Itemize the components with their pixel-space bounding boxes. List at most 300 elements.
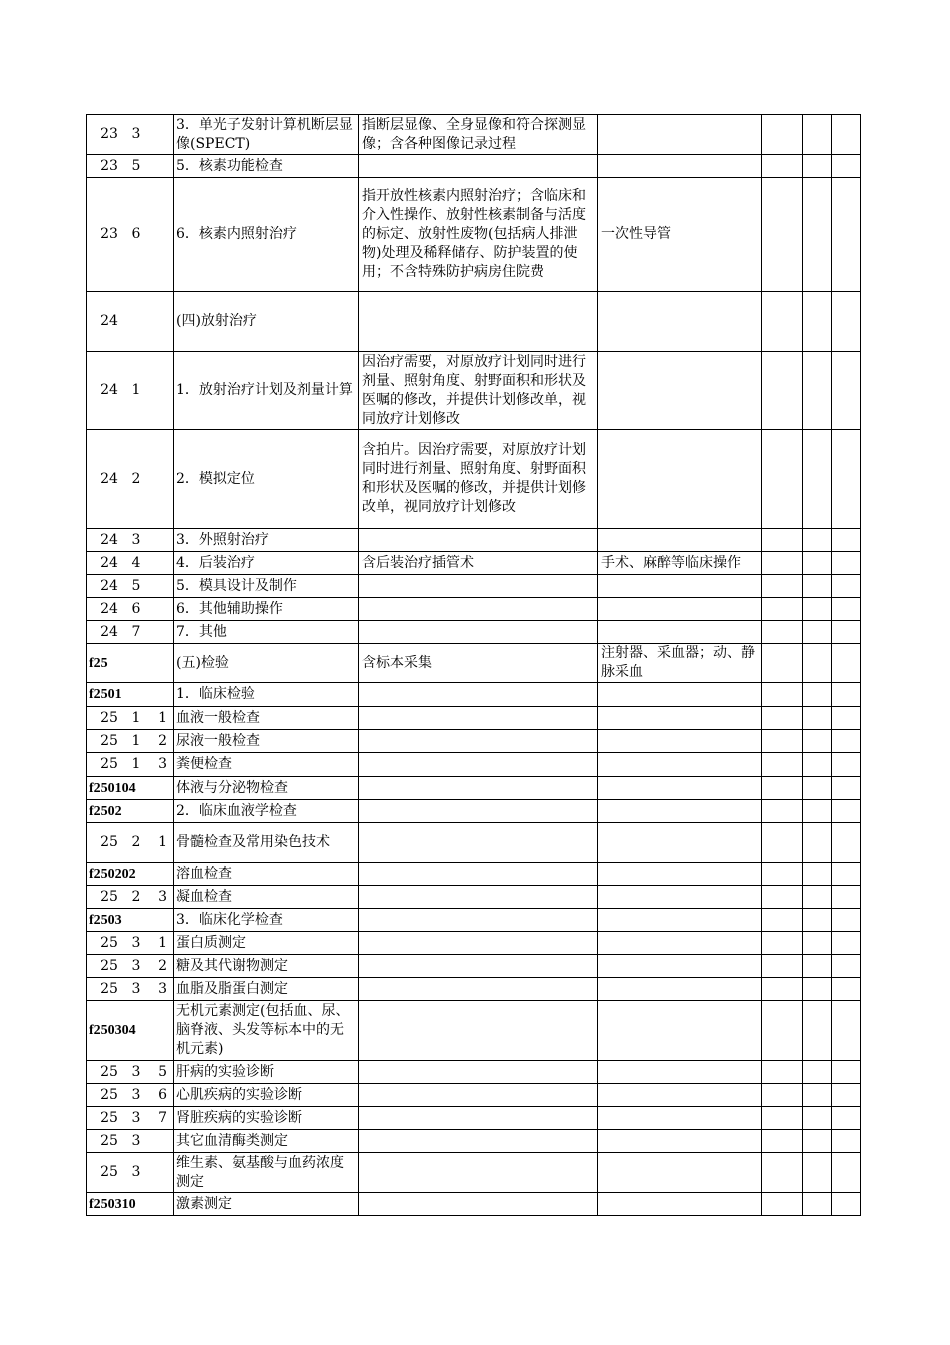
code-part-c2: 3 bbox=[131, 1164, 141, 1180]
table-row bbox=[87, 730, 861, 753]
code-part-c1: 24 bbox=[100, 313, 118, 329]
table-row bbox=[87, 621, 861, 644]
empty-cell bbox=[832, 1001, 861, 1061]
code-part-c1: 24 bbox=[100, 531, 118, 548]
empty-cell bbox=[832, 955, 861, 978]
code-part-c2: 4 bbox=[131, 554, 141, 571]
row-code bbox=[87, 552, 174, 575]
empty-cell bbox=[832, 863, 861, 886]
table-row bbox=[87, 707, 861, 730]
empty-cell bbox=[803, 1001, 832, 1061]
row-code bbox=[87, 1153, 174, 1193]
item-content: 含标本采集 bbox=[359, 644, 598, 683]
excluded-items bbox=[598, 430, 762, 529]
table-row bbox=[87, 1107, 861, 1130]
code-part-c1: 25 bbox=[100, 957, 118, 974]
item-content bbox=[359, 753, 598, 777]
code-part-c2: 2 bbox=[131, 470, 141, 487]
table-row bbox=[87, 683, 861, 707]
code-part-c2: 1 bbox=[131, 709, 141, 726]
item-content bbox=[359, 1107, 598, 1130]
item-name: 3．临床化学检查 bbox=[174, 909, 359, 932]
row-code bbox=[87, 352, 174, 430]
item-content: 含拍片。因治疗需要，对原放疗计划同时进行剂量、照射角度、射野面积和形状及医嘱的修改，并提供计划修改单，视同放疗计划修改 bbox=[359, 430, 598, 529]
code-part-c3: 7 bbox=[158, 1109, 167, 1126]
item-name: 3．外照射治疗 bbox=[174, 529, 359, 552]
empty-cell bbox=[762, 909, 803, 932]
empty-cell bbox=[832, 823, 861, 863]
item-content bbox=[359, 575, 598, 598]
empty-cell bbox=[803, 1130, 832, 1153]
row-code: f250104 bbox=[87, 777, 174, 800]
code-part-c1: 24 bbox=[100, 470, 118, 487]
code-part-c1: 23 bbox=[100, 226, 118, 242]
code-part-c1: 25 bbox=[100, 1109, 118, 1126]
code-part-c1: 25 bbox=[100, 732, 118, 749]
excluded-items: 注射器、采血器；动、静脉采血 bbox=[598, 644, 762, 683]
empty-cell bbox=[762, 730, 803, 753]
code-part-c3: 5 bbox=[158, 1063, 167, 1080]
empty-cell bbox=[803, 644, 832, 683]
empty-cell bbox=[762, 598, 803, 621]
excluded-items bbox=[598, 115, 762, 155]
code-part-c1: 24 bbox=[100, 554, 118, 571]
code-part-c1: 25 bbox=[100, 756, 118, 772]
item-content: 指开放性核素内照射治疗；含临床和介入性操作、放射性核素制备与活度的标定、放射性废物(包括病人排泄物)处理及稀释储存、防护装置的使用；不含特殊防护病房住院费 bbox=[359, 178, 598, 292]
table-row bbox=[87, 753, 861, 777]
item-name: 5．模具设计及制作 bbox=[174, 575, 359, 598]
empty-cell bbox=[762, 644, 803, 683]
item-name: 体液与分泌物检查 bbox=[174, 777, 359, 800]
empty-cell bbox=[762, 178, 803, 292]
empty-cell bbox=[762, 621, 803, 644]
item-name: 5．核素功能检查 bbox=[174, 155, 359, 178]
table-row bbox=[87, 1130, 861, 1153]
excluded-items bbox=[598, 978, 762, 1001]
code-part-c2: 2 bbox=[131, 888, 141, 905]
row-code bbox=[87, 978, 174, 1001]
row-code bbox=[87, 1130, 174, 1153]
row-code bbox=[87, 932, 174, 955]
code-part-c3: 3 bbox=[158, 888, 167, 905]
row-code: f250202 bbox=[87, 863, 174, 886]
row-code bbox=[87, 707, 174, 730]
empty-cell bbox=[832, 155, 861, 178]
code-part-c1: 24 bbox=[100, 577, 118, 594]
item-content: 因治疗需要，对原放疗计划同时进行剂量、照射角度、射野面积和形状及医嘱的修改，并提供计划修改单，视同放疗计划修改 bbox=[359, 352, 598, 430]
excluded-items bbox=[598, 621, 762, 644]
row-code bbox=[87, 598, 174, 621]
excluded-items bbox=[598, 932, 762, 955]
item-name: 粪便检查 bbox=[174, 753, 359, 777]
empty-cell bbox=[803, 529, 832, 552]
empty-cell bbox=[762, 886, 803, 909]
row-code: f2503 bbox=[87, 909, 174, 932]
excluded-items bbox=[598, 753, 762, 777]
excluded-items bbox=[598, 1084, 762, 1107]
item-content bbox=[359, 730, 598, 753]
table-row bbox=[87, 352, 861, 430]
excluded-items: 一次性导管 bbox=[598, 178, 762, 292]
item-name: 骨髓检查及常用染色技术 bbox=[174, 823, 359, 863]
row-code bbox=[87, 529, 174, 552]
row-code bbox=[87, 955, 174, 978]
code-part-c3: 3 bbox=[158, 980, 167, 997]
table-row bbox=[87, 598, 861, 621]
table-row bbox=[87, 292, 861, 352]
table-row bbox=[87, 909, 861, 932]
item-name: 激素测定 bbox=[174, 1193, 359, 1216]
item-content bbox=[359, 292, 598, 352]
empty-cell bbox=[832, 777, 861, 800]
empty-cell bbox=[762, 1193, 803, 1216]
item-content bbox=[359, 1193, 598, 1216]
empty-cell bbox=[832, 1130, 861, 1153]
row-code bbox=[87, 292, 174, 352]
empty-cell bbox=[832, 1107, 861, 1130]
excluded-items bbox=[598, 886, 762, 909]
empty-cell bbox=[832, 352, 861, 430]
item-name: 其它血清酶类测定 bbox=[174, 1130, 359, 1153]
empty-cell bbox=[832, 978, 861, 1001]
excluded-items bbox=[598, 955, 762, 978]
item-name: 血液一般检查 bbox=[174, 707, 359, 730]
empty-cell bbox=[762, 863, 803, 886]
empty-cell bbox=[832, 730, 861, 753]
row-code bbox=[87, 1107, 174, 1130]
table-row bbox=[87, 863, 861, 886]
empty-cell bbox=[832, 598, 861, 621]
table-row bbox=[87, 178, 861, 292]
row-code bbox=[87, 886, 174, 909]
row-code bbox=[87, 1084, 174, 1107]
empty-cell bbox=[832, 529, 861, 552]
empty-cell bbox=[832, 753, 861, 777]
empty-cell bbox=[762, 707, 803, 730]
item-name: 尿液一般检查 bbox=[174, 730, 359, 753]
empty-cell bbox=[762, 529, 803, 552]
empty-cell bbox=[803, 1193, 832, 1216]
empty-cell bbox=[832, 621, 861, 644]
empty-cell bbox=[762, 683, 803, 707]
item-name: 维生素、氨基酸与血药浓度测定 bbox=[174, 1153, 359, 1193]
item-content bbox=[359, 863, 598, 886]
item-name: 溶血检查 bbox=[174, 863, 359, 886]
empty-cell bbox=[762, 552, 803, 575]
row-code bbox=[87, 621, 174, 644]
empty-cell bbox=[762, 777, 803, 800]
table-row bbox=[87, 978, 861, 1001]
excluded-items bbox=[598, 683, 762, 707]
item-name: 2．临床血液学检查 bbox=[174, 800, 359, 823]
table-row bbox=[87, 1061, 861, 1084]
item-content bbox=[359, 886, 598, 909]
empty-cell bbox=[832, 1061, 861, 1084]
item-content bbox=[359, 598, 598, 621]
excluded-items bbox=[598, 1001, 762, 1061]
item-content bbox=[359, 1001, 598, 1061]
empty-cell bbox=[803, 1061, 832, 1084]
empty-cell bbox=[803, 115, 832, 155]
empty-cell bbox=[803, 598, 832, 621]
code-part-c2: 6 bbox=[131, 600, 141, 617]
row-code: f250304 bbox=[87, 1001, 174, 1061]
code-part-c2: 7 bbox=[131, 623, 141, 640]
empty-cell bbox=[803, 955, 832, 978]
empty-cell bbox=[762, 823, 803, 863]
code-part-c1: 25 bbox=[100, 980, 118, 997]
empty-cell bbox=[832, 552, 861, 575]
row-code bbox=[87, 178, 174, 292]
empty-cell bbox=[832, 430, 861, 529]
empty-cell bbox=[762, 1130, 803, 1153]
code-part-c1: 23 bbox=[100, 126, 118, 142]
row-code bbox=[87, 823, 174, 863]
empty-cell bbox=[832, 800, 861, 823]
excluded-items bbox=[598, 1153, 762, 1193]
empty-cell bbox=[762, 1107, 803, 1130]
empty-cell bbox=[803, 1107, 832, 1130]
item-name: (五)检验 bbox=[174, 644, 359, 683]
item-content bbox=[359, 1153, 598, 1193]
empty-cell bbox=[803, 707, 832, 730]
empty-cell bbox=[832, 1153, 861, 1193]
item-content bbox=[359, 955, 598, 978]
empty-cell bbox=[803, 978, 832, 1001]
code-part-c2: 1 bbox=[131, 756, 141, 772]
code-part-c2: 3 bbox=[131, 1132, 141, 1149]
item-content bbox=[359, 978, 598, 1001]
item-content bbox=[359, 932, 598, 955]
excluded-items bbox=[598, 292, 762, 352]
empty-cell bbox=[832, 1193, 861, 1216]
item-content bbox=[359, 1130, 598, 1153]
item-content bbox=[359, 529, 598, 552]
table-row bbox=[87, 1193, 861, 1216]
empty-cell bbox=[832, 1084, 861, 1107]
code-part-c2: 3 bbox=[131, 980, 141, 997]
code-part-c2: 3 bbox=[131, 934, 141, 951]
code-part-c2: 2 bbox=[131, 834, 141, 850]
excluded-items bbox=[598, 707, 762, 730]
code-part-c1: 25 bbox=[100, 834, 118, 850]
empty-cell bbox=[762, 955, 803, 978]
empty-cell bbox=[762, 753, 803, 777]
code-part-c3: 2 bbox=[158, 732, 167, 749]
code-part-c2: 3 bbox=[131, 1086, 141, 1103]
empty-cell bbox=[803, 886, 832, 909]
code-part-c1: 23 bbox=[100, 157, 118, 174]
row-code: f25 bbox=[87, 644, 174, 683]
empty-cell bbox=[762, 575, 803, 598]
row-code bbox=[87, 115, 174, 155]
excluded-items bbox=[598, 1130, 762, 1153]
excluded-items bbox=[598, 352, 762, 430]
code-part-c2: 6 bbox=[131, 226, 141, 242]
empty-cell bbox=[832, 886, 861, 909]
item-name: 肾脏疾病的实验诊断 bbox=[174, 1107, 359, 1130]
empty-cell bbox=[803, 575, 832, 598]
item-content bbox=[359, 155, 598, 178]
table-row bbox=[87, 575, 861, 598]
row-code bbox=[87, 575, 174, 598]
code-part-c2: 3 bbox=[131, 1109, 141, 1126]
item-name: 凝血检查 bbox=[174, 886, 359, 909]
excluded-items bbox=[598, 598, 762, 621]
excluded-items bbox=[598, 800, 762, 823]
code-part-c2: 3 bbox=[131, 126, 141, 142]
item-content: 指断层显像、全身显像和符合探测显像；含各种图像记录过程 bbox=[359, 115, 598, 155]
empty-cell bbox=[803, 753, 832, 777]
code-part-c1: 25 bbox=[100, 1063, 118, 1080]
item-name: 无机元素测定(包括血、尿、脑脊液、头发等标本中的无机元素) bbox=[174, 1001, 359, 1061]
code-part-c1: 25 bbox=[100, 1086, 118, 1103]
empty-cell bbox=[803, 909, 832, 932]
excluded-items bbox=[598, 1193, 762, 1216]
item-name: 1．放射治疗计划及剂量计算 bbox=[174, 352, 359, 430]
empty-cell bbox=[832, 909, 861, 932]
code-part-c2: 5 bbox=[131, 157, 141, 174]
empty-cell bbox=[803, 178, 832, 292]
excluded-items bbox=[598, 730, 762, 753]
empty-cell bbox=[762, 155, 803, 178]
code-part-c2: 1 bbox=[131, 732, 141, 749]
fee-schedule-table bbox=[86, 114, 861, 1216]
code-part-c1: 25 bbox=[100, 709, 118, 726]
item-name: (四)放射治疗 bbox=[174, 292, 359, 352]
excluded-items bbox=[598, 529, 762, 552]
code-part-c3: 3 bbox=[158, 756, 167, 772]
row-code: f250310 bbox=[87, 1193, 174, 1216]
table-row bbox=[87, 529, 861, 552]
empty-cell bbox=[762, 978, 803, 1001]
code-part-c3: 6 bbox=[158, 1086, 167, 1103]
item-content bbox=[359, 683, 598, 707]
empty-cell bbox=[832, 707, 861, 730]
empty-cell bbox=[762, 352, 803, 430]
item-name: 糖及其代谢物测定 bbox=[174, 955, 359, 978]
item-name: 3．单光子发射计算机断层显像(SPECT) bbox=[174, 115, 359, 155]
empty-cell bbox=[803, 800, 832, 823]
empty-cell bbox=[803, 823, 832, 863]
excluded-items bbox=[598, 863, 762, 886]
item-name: 4．后装治疗 bbox=[174, 552, 359, 575]
excluded-items bbox=[598, 909, 762, 932]
row-code bbox=[87, 1061, 174, 1084]
row-code bbox=[87, 430, 174, 529]
table-row bbox=[87, 886, 861, 909]
code-part-c2: 5 bbox=[131, 577, 141, 594]
empty-cell bbox=[762, 1153, 803, 1193]
excluded-items bbox=[598, 575, 762, 598]
code-part-c3: 1 bbox=[158, 709, 167, 726]
empty-cell bbox=[803, 1084, 832, 1107]
empty-cell bbox=[832, 644, 861, 683]
code-part-c2: 1 bbox=[131, 382, 141, 398]
table-row bbox=[87, 155, 861, 178]
empty-cell bbox=[803, 430, 832, 529]
empty-cell bbox=[832, 292, 861, 352]
empty-cell bbox=[803, 155, 832, 178]
row-code bbox=[87, 753, 174, 777]
empty-cell bbox=[803, 863, 832, 886]
item-content bbox=[359, 777, 598, 800]
item-name: 7．其他 bbox=[174, 621, 359, 644]
empty-cell bbox=[762, 800, 803, 823]
empty-cell bbox=[762, 1061, 803, 1084]
excluded-items bbox=[598, 1107, 762, 1130]
empty-cell bbox=[803, 292, 832, 352]
item-name: 蛋白质测定 bbox=[174, 932, 359, 955]
empty-cell bbox=[762, 932, 803, 955]
table-row bbox=[87, 115, 861, 155]
empty-cell bbox=[803, 352, 832, 430]
empty-cell bbox=[803, 552, 832, 575]
empty-cell bbox=[762, 1084, 803, 1107]
empty-cell bbox=[832, 683, 861, 707]
item-content bbox=[359, 909, 598, 932]
excluded-items bbox=[598, 777, 762, 800]
code-part-c1: 24 bbox=[100, 382, 118, 398]
row-code bbox=[87, 155, 174, 178]
code-part-c1: 25 bbox=[100, 1164, 118, 1180]
code-part-c2: 3 bbox=[131, 1063, 141, 1080]
table-row bbox=[87, 1153, 861, 1193]
empty-cell bbox=[803, 1153, 832, 1193]
empty-cell bbox=[803, 730, 832, 753]
item-content bbox=[359, 707, 598, 730]
item-content bbox=[359, 1061, 598, 1084]
code-part-c3: 2 bbox=[158, 957, 167, 974]
code-part-c1: 25 bbox=[100, 1132, 118, 1149]
empty-cell bbox=[803, 683, 832, 707]
table-row bbox=[87, 430, 861, 529]
item-name: 6．其他辅助操作 bbox=[174, 598, 359, 621]
table-row bbox=[87, 644, 861, 683]
code-part-c1: 24 bbox=[100, 600, 118, 617]
item-content bbox=[359, 823, 598, 863]
code-part-c2: 3 bbox=[131, 531, 141, 548]
table-row bbox=[87, 1084, 861, 1107]
table-row bbox=[87, 777, 861, 800]
code-part-c1: 24 bbox=[100, 623, 118, 640]
empty-cell bbox=[762, 430, 803, 529]
item-name: 心肌疾病的实验诊断 bbox=[174, 1084, 359, 1107]
excluded-items bbox=[598, 155, 762, 178]
item-name: 肝病的实验诊断 bbox=[174, 1061, 359, 1084]
table-row bbox=[87, 552, 861, 575]
table-row bbox=[87, 1001, 861, 1061]
excluded-items bbox=[598, 823, 762, 863]
item-content bbox=[359, 1084, 598, 1107]
item-name: 6．核素内照射治疗 bbox=[174, 178, 359, 292]
item-content bbox=[359, 621, 598, 644]
item-content bbox=[359, 800, 598, 823]
item-name: 2．模拟定位 bbox=[174, 430, 359, 529]
table-row bbox=[87, 932, 861, 955]
code-part-c2: 3 bbox=[131, 957, 141, 974]
item-name: 1．临床检验 bbox=[174, 683, 359, 707]
empty-cell bbox=[803, 932, 832, 955]
code-part-c3: 1 bbox=[158, 834, 167, 850]
empty-cell bbox=[762, 115, 803, 155]
empty-cell bbox=[803, 777, 832, 800]
excluded-items bbox=[598, 1061, 762, 1084]
empty-cell bbox=[803, 621, 832, 644]
empty-cell bbox=[832, 115, 861, 155]
item-content: 含后装治疗插管术 bbox=[359, 552, 598, 575]
code-part-c3: 1 bbox=[158, 934, 167, 951]
